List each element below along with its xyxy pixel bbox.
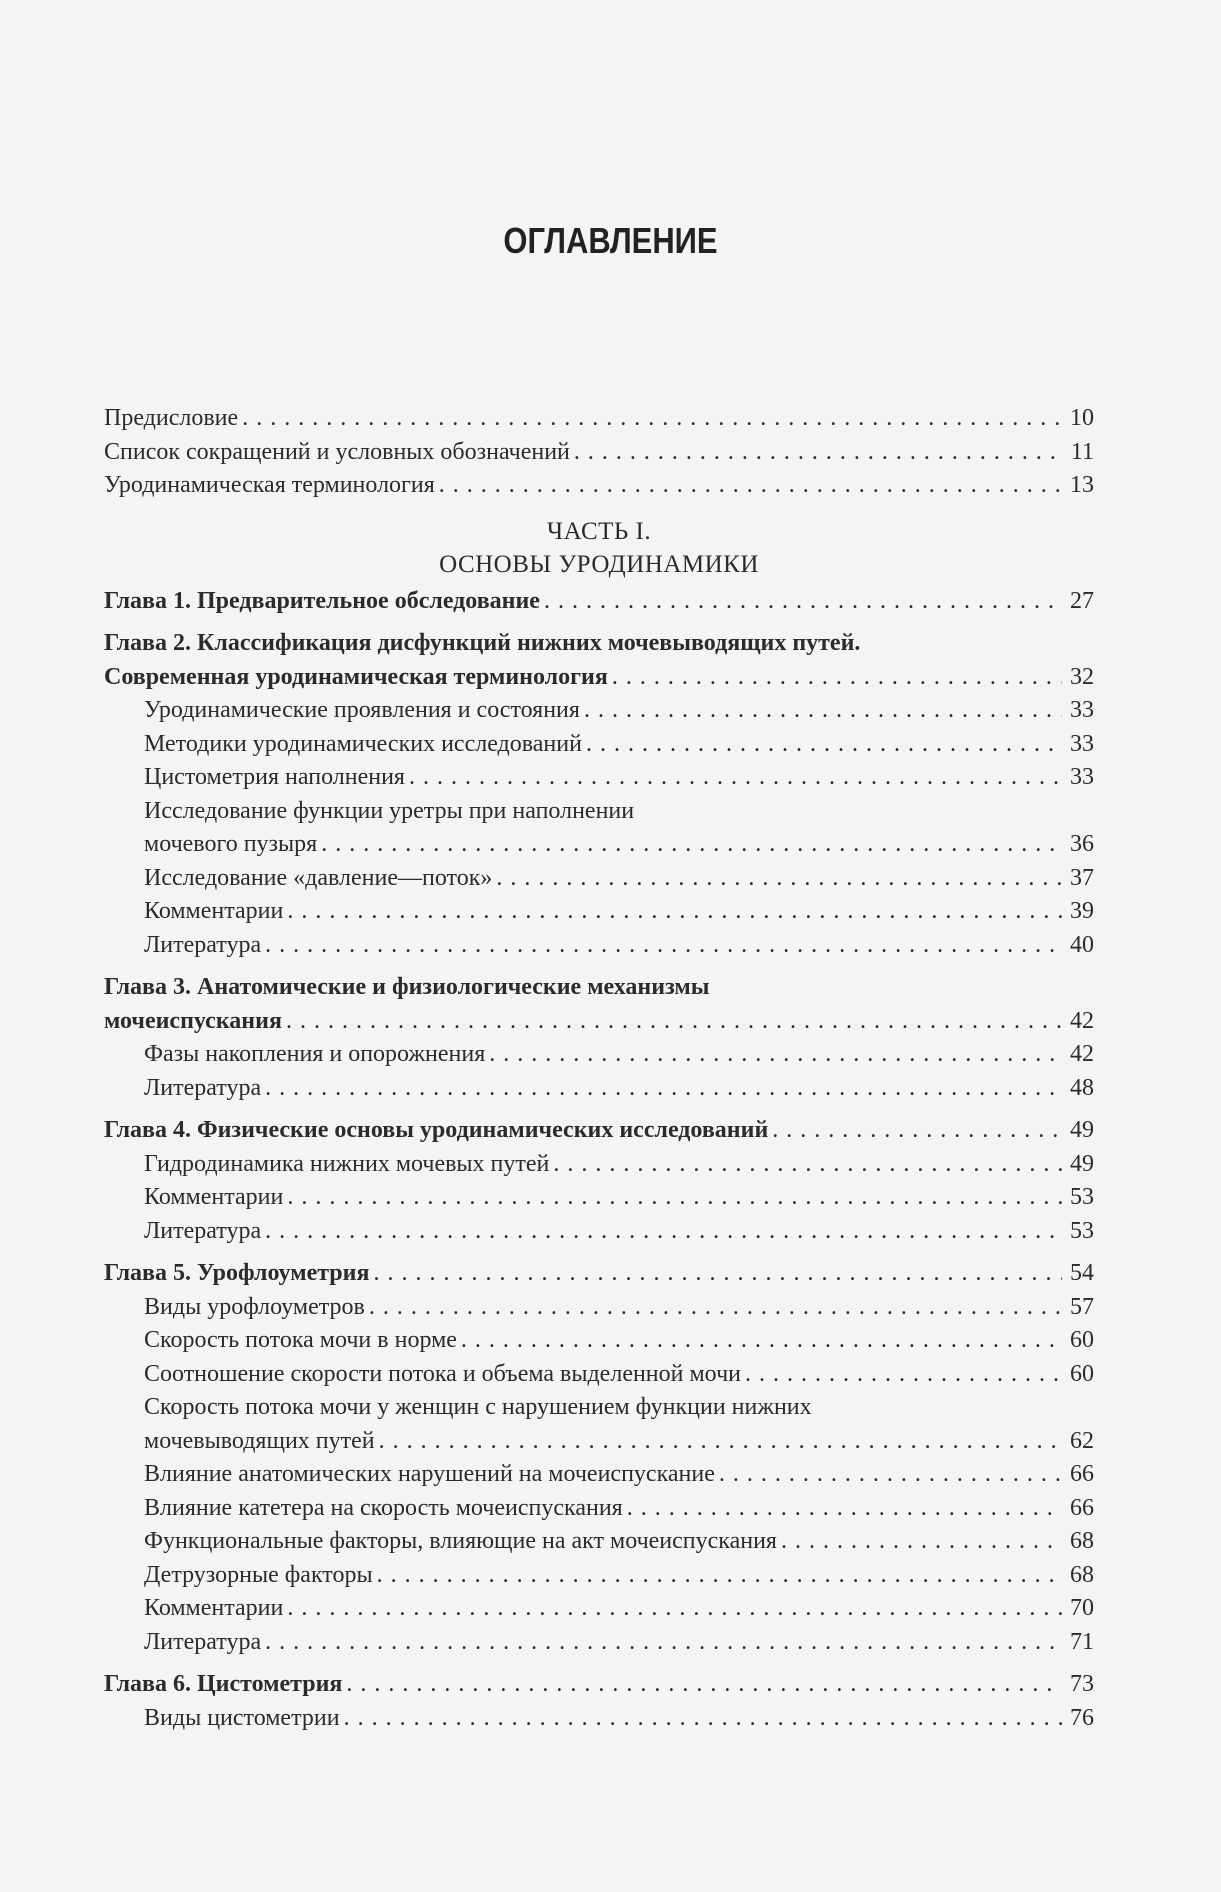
- toc-entry-title: Литература: [144, 1217, 262, 1244]
- page-number: 32: [1070, 663, 1094, 690]
- dot-leader: [287, 895, 1062, 929]
- page-number: 10: [1070, 405, 1094, 431]
- toc-section-entry: [104, 1038, 1094, 1072]
- page-number: 42: [1070, 1041, 1094, 1067]
- toc-section-entry: [104, 694, 1094, 728]
- page-number: 33: [1070, 764, 1094, 790]
- dot-leader: [627, 1492, 1062, 1526]
- toc-section-entry: [104, 929, 1094, 963]
- page-number: 48: [1070, 1074, 1094, 1101]
- section-title-line: Скорость потока мочи у женщин с нарушением функции нижних: [144, 1394, 812, 1420]
- section-title-line: Исследование функции уретры при наполнении: [144, 797, 635, 824]
- toc-entry-title: Гидродинамика нижних мочевых путей: [144, 1150, 550, 1177]
- toc-entry-title: Комментарии: [144, 898, 284, 924]
- part-heading: [104, 515, 1094, 581]
- toc-section-entry: [104, 862, 1094, 896]
- page-number: 73: [1070, 1671, 1094, 1697]
- toc-chapter-entry: [104, 1257, 1094, 1291]
- toc-entry-title: Детрузорные факторы: [144, 1561, 373, 1588]
- page-title: ОГЛАВЛЕНИЕ: [503, 220, 718, 261]
- dot-leader: [781, 1525, 1062, 1559]
- page-number: 42: [1070, 1007, 1094, 1034]
- toc-entry-title: Виды урофлоуметров: [144, 1293, 365, 1320]
- toc-entry-title: Глава 1. Предварительное обследование: [104, 587, 540, 614]
- dot-leader: [265, 1072, 1062, 1106]
- toc-section-entry: [104, 1592, 1094, 1626]
- toc-section-entry: [104, 1492, 1094, 1526]
- page-number: 66: [1070, 1494, 1094, 1521]
- toc-section-entry: [104, 1525, 1094, 1559]
- dot-leader: [586, 728, 1062, 762]
- part-name: ОСНОВЫ УРОДИНАМИКИ: [439, 550, 759, 578]
- page-number: 62: [1070, 1427, 1094, 1454]
- page-number: 70: [1070, 1595, 1094, 1621]
- dot-leader: [344, 1702, 1062, 1736]
- dot-leader: [265, 929, 1062, 963]
- page-number: 53: [1070, 1184, 1094, 1210]
- toc-section-entry: [104, 1458, 1094, 1492]
- dot-leader: [369, 1291, 1062, 1325]
- toc-chapter-entry: [104, 661, 1094, 695]
- chapter-title-line: Глава 2. Классификация дисфункций нижних мочевыводящих путей.: [104, 630, 861, 656]
- toc-section-entry: [104, 1559, 1094, 1593]
- toc-entry-title: Литература: [144, 1628, 262, 1655]
- toc-entry-title: Литература: [144, 1074, 262, 1101]
- page-number: 40: [1070, 931, 1094, 958]
- dot-leader: [321, 828, 1062, 862]
- chapter-gap: [104, 962, 1094, 971]
- dot-leader: [612, 661, 1062, 695]
- page-number: 33: [1070, 697, 1094, 723]
- toc-entry-title: Функциональные факторы, влияющие на акт мочеиспускания: [144, 1528, 777, 1554]
- toc-section-entry: [104, 728, 1094, 762]
- toc-entry-title: Фазы накопления и опорожнения: [144, 1041, 486, 1067]
- page-number: 60: [1070, 1327, 1094, 1353]
- page-number: 60: [1070, 1360, 1094, 1387]
- toc-entry-title: Предисловие: [104, 405, 239, 431]
- toc-entry-title: Методики уродинамических исследований: [144, 730, 582, 757]
- dot-leader: [265, 1626, 1062, 1660]
- page-number: 49: [1070, 1150, 1094, 1177]
- chapter-gap: [104, 1105, 1094, 1114]
- toc-section-entry: [104, 1425, 1094, 1459]
- dot-leader: [439, 469, 1062, 503]
- dot-leader: [584, 694, 1062, 728]
- page-number: 54: [1070, 1260, 1094, 1286]
- page-number: 68: [1070, 1528, 1094, 1554]
- page-number: 53: [1070, 1217, 1094, 1244]
- dot-leader: [265, 1215, 1062, 1249]
- page-number: 33: [1070, 730, 1094, 757]
- toc-chapter-entry: [104, 1005, 1094, 1039]
- toc-entry-title: мочевого пузыря: [144, 831, 318, 857]
- toc-entry-title: Уродинамическая терминология: [104, 472, 435, 498]
- toc-section-entry: [104, 1215, 1094, 1249]
- toc-section-entry: [104, 828, 1094, 862]
- toc-front-entry: [104, 469, 1094, 503]
- toc-chapter-entry: [104, 585, 1094, 619]
- toc-entry-title: мочеиспускания: [104, 1007, 282, 1034]
- toc-entry-title: Комментарии: [144, 1595, 284, 1621]
- toc-entry-title: Современная уродинамическая терминология: [104, 663, 608, 690]
- toc-entry-title: Комментарии: [144, 1184, 284, 1210]
- toc-section-entry: [104, 1072, 1094, 1106]
- toc-section-entry: [104, 1358, 1094, 1392]
- page-number: 76: [1070, 1704, 1094, 1731]
- page-number: 66: [1070, 1461, 1094, 1487]
- page-number: 37: [1070, 864, 1094, 891]
- toc-section-entry: [104, 1702, 1094, 1736]
- toc-entry-title: мочевыводящих путей: [144, 1427, 375, 1454]
- dot-leader: [409, 761, 1062, 795]
- dot-leader: [377, 1559, 1062, 1593]
- dot-leader: [287, 1181, 1062, 1215]
- page-number: 49: [1070, 1117, 1094, 1143]
- chapter-gap: [104, 1248, 1094, 1257]
- page-number: 39: [1070, 898, 1094, 924]
- toc-entry-title: Виды цистометрии: [144, 1704, 340, 1731]
- toc-section-entry: [104, 1324, 1094, 1358]
- part-number: ЧАСТЬ I.: [546, 517, 652, 545]
- dot-leader: [496, 862, 1062, 896]
- toc-entry-title: Соотношение скорости потока и объема выделенной мочи: [144, 1360, 741, 1387]
- toc-section-entry: [104, 1291, 1094, 1325]
- toc-section-entry: [104, 1148, 1094, 1182]
- toc-section-entry: [104, 895, 1094, 929]
- toc-entry-title: Влияние анатомических нарушений на мочеиспускание: [144, 1461, 715, 1487]
- page-number: 11: [1070, 438, 1094, 465]
- dot-leader: [574, 436, 1062, 470]
- toc-entry-title: Уродинамические проявления и состояния: [144, 697, 580, 723]
- toc-entry-title: Глава 4. Физические основы уродинамических исследований: [104, 1117, 769, 1143]
- toc-entry-title: Скорость потока мочи в норме: [144, 1327, 457, 1353]
- page-number: 36: [1070, 831, 1094, 857]
- toc-section-entry: [104, 1626, 1094, 1660]
- dot-leader: [719, 1458, 1062, 1492]
- chapter-title-line: Глава 3. Анатомические и физиологические механизмы: [104, 974, 710, 1000]
- toc-entry-title: Список сокращений и условных обозначений: [104, 438, 570, 465]
- dot-leader: [287, 1592, 1062, 1626]
- dot-leader: [379, 1425, 1062, 1459]
- toc-entry-title: Исследование «давление—поток»: [144, 864, 493, 891]
- page-number: 71: [1070, 1628, 1094, 1655]
- chapter-gap: [104, 618, 1094, 627]
- chapter-gap: [104, 1659, 1094, 1668]
- toc-entry-title: Литература: [144, 931, 262, 958]
- page-number: 57: [1070, 1293, 1094, 1320]
- table-of-contents: [104, 402, 1094, 1735]
- dot-leader: [346, 1668, 1062, 1702]
- toc-chapter-entry: [104, 1668, 1094, 1702]
- toc-front-entry: [104, 436, 1094, 470]
- page-number: 68: [1070, 1561, 1094, 1588]
- dot-leader: [286, 1005, 1062, 1039]
- toc-section-entry: [104, 761, 1094, 795]
- toc-section-entry: [104, 1181, 1094, 1215]
- dot-leader: [553, 1148, 1062, 1182]
- dot-leader: [745, 1358, 1062, 1392]
- toc-entry-title: Влияние катетера на скорость мочеиспускания: [144, 1494, 623, 1521]
- dot-leader: [772, 1114, 1062, 1148]
- dot-leader: [544, 585, 1062, 619]
- dot-leader: [461, 1324, 1062, 1358]
- page-number: 27: [1070, 587, 1094, 614]
- page-number: 13: [1070, 472, 1094, 498]
- dot-leader: [242, 402, 1062, 436]
- toc-front-entry: [104, 402, 1094, 436]
- dot-leader: [489, 1038, 1062, 1072]
- toc-entry-title: Цистометрия наполнения: [144, 764, 405, 790]
- toc-entry-title: Глава 5. Урофлоуметрия: [104, 1260, 370, 1286]
- toc-chapter-entry: [104, 1114, 1094, 1148]
- dot-leader: [373, 1257, 1062, 1291]
- toc-entry-title: Глава 6. Цистометрия: [104, 1671, 343, 1697]
